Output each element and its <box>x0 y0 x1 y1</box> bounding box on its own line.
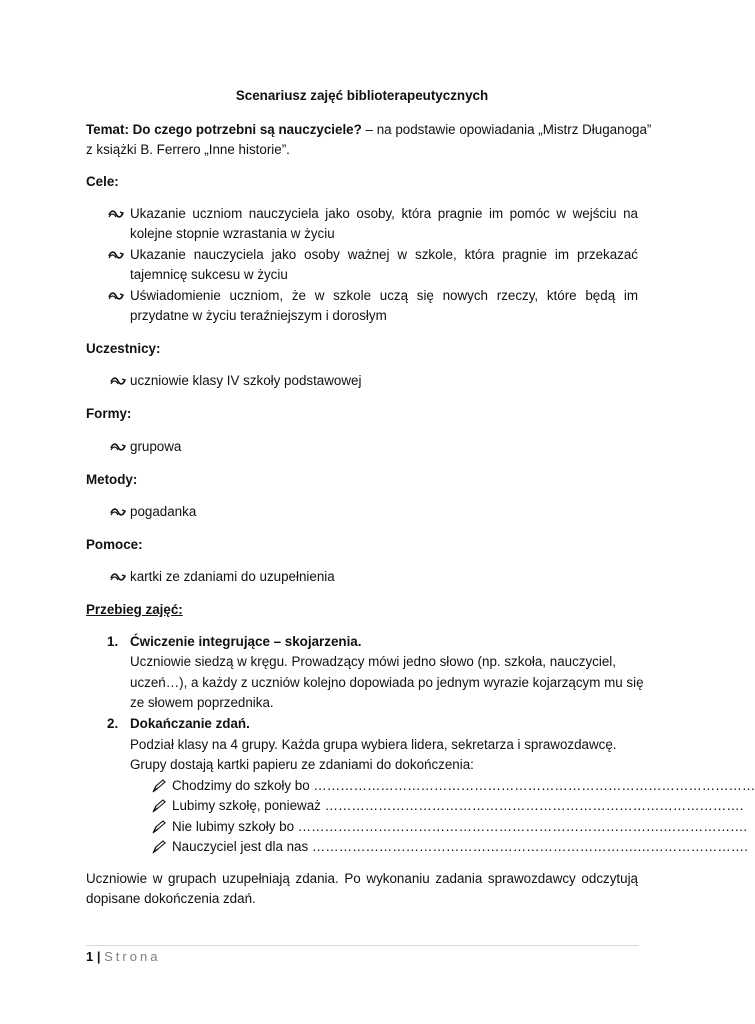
footer-label: Strona <box>104 949 161 964</box>
footer-divider <box>86 945 639 946</box>
closing-line-1: Uczniowie w grupach uzupełniają zdania. Po wykonaniu zadania sprawozdawcy odczytują <box>86 871 638 886</box>
sentence-3: Nie lubimy szkoły bo ……………………………………………………………………….………………. <box>172 819 748 834</box>
step-2-title: Dokańczanie zdań. <box>130 716 250 731</box>
sentence-4: Nauczyciel jest dla nas ……………………………………………………………….……………………. <box>172 839 748 854</box>
closing-line-2: dopisane dokończenia zdań. <box>86 891 256 906</box>
bullet-icon <box>110 572 126 584</box>
topic-label: Temat: Do czego potrzebni są nauczyciele? <box>86 122 362 137</box>
goal-item-2-line-1: Ukazanie nauczyciela jako osoby ważnej w szkole, która pragnie im przekazać <box>130 247 638 262</box>
topic-line-2: z książki B. Ferrero „Inne historie”. <box>86 142 290 157</box>
bullet-icon <box>108 209 124 221</box>
bullet-icon <box>110 376 126 388</box>
pencil-icon <box>152 840 166 854</box>
bullet-icon <box>108 291 124 303</box>
pencil-icon <box>152 820 166 834</box>
aids-item: kartki ze zdaniami do uzupełnienia <box>130 569 335 584</box>
forms-heading: Formy: <box>86 406 132 421</box>
methods-heading: Metody: <box>86 472 138 487</box>
methods-item: pogadanka <box>130 504 197 519</box>
participants-heading: Uczestnicy: <box>86 341 161 356</box>
goals-heading: Cele: <box>86 174 119 189</box>
aids-heading: Pomoce: <box>86 537 143 552</box>
bullet-icon <box>108 250 124 262</box>
goal-item-1-line-1: Ukazanie uczniom nauczyciela jako osoby, która pragnie im pomóc w wejściu na <box>130 206 638 221</box>
forms-item: grupowa <box>130 439 182 454</box>
step-2-line-1: Podział klasy na 4 grupy. Każda grupa wybiera lidera, sekretarza i sprawozdawcę. <box>130 737 617 752</box>
goal-item-1-line-2: kolejne stopnie wzrastania w życiu <box>130 226 335 241</box>
step-1-number: 1. <box>107 634 119 649</box>
topic-text-1: – na podstawie opowiadania „Mistrz Długanoga” <box>361 122 652 137</box>
sentence-2: Lubimy szkołę, ponieważ …………………………………………………………………………………. <box>172 798 744 813</box>
step-1-title: Ćwiczenie integrujące – skojarzenia. <box>130 634 362 649</box>
goal-item-3-line-2: przydatne w życiu teraźniejszym i dorosłym <box>130 308 387 323</box>
goal-item-3-line-1: Uświadomienie uczniom, że w szkole uczą się nowych rzeczy, które będą im <box>130 288 638 303</box>
pencil-icon <box>152 779 166 793</box>
step-2-line-2: Grupy dostają kartki papieru ze zdaniami do dokończenia: <box>130 757 474 772</box>
bullet-icon <box>110 442 126 454</box>
bullet-icon <box>110 507 126 519</box>
pencil-icon <box>152 799 166 813</box>
footer-separator: | <box>96 949 101 964</box>
page-footer <box>86 947 160 967</box>
page-number: 1 <box>86 949 94 964</box>
step-2-number: 2. <box>107 716 119 731</box>
document-title: Scenariusz zajęć biblioterapeutycznych <box>235 88 489 103</box>
step-1-line-3: ze słowem poprzednika. <box>130 695 274 710</box>
step-1-line-1: Uczniowie siedzą w kręgu. Prowadzący mówi jedno słowo (np. szkoła, nauczyciel, <box>130 654 616 669</box>
course-heading: Przebieg zajęć: <box>86 602 183 617</box>
sentence-1: Chodzimy do szkoły bo ……………………………………………………………………………………… <box>172 778 755 793</box>
step-1-line-2: uczeń…), a każdy z uczniów kolejno dopowiada po jednym wyrazie kojarzącym mu się <box>130 675 644 690</box>
topic-line-1 <box>86 120 651 140</box>
goal-item-2-line-2: tajemnicę sukcesu w życiu <box>130 267 288 282</box>
participants-item: uczniowie klasy IV szkoły podstawowej <box>130 373 362 388</box>
